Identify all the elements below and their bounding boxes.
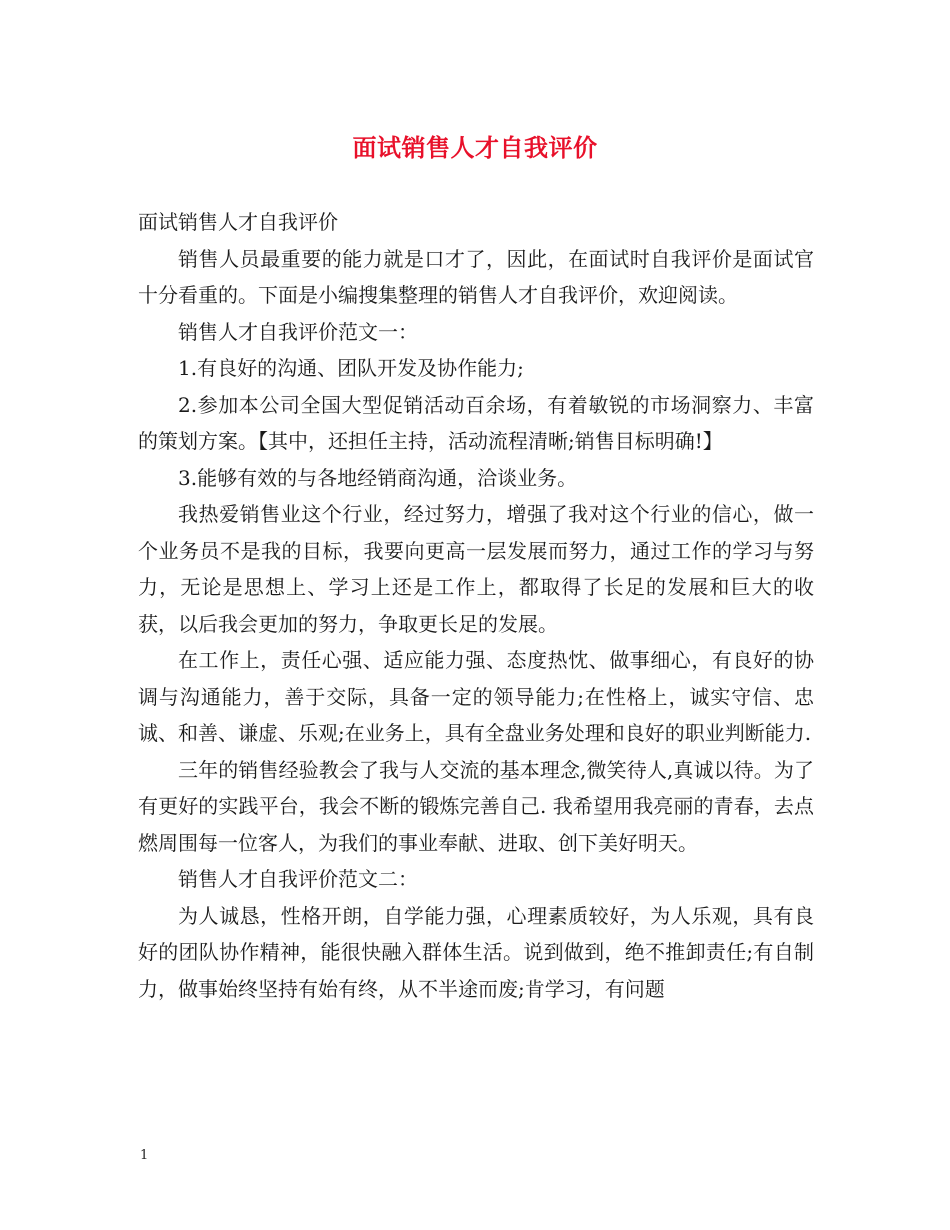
paragraph-intro: 销售人员最重要的能力就是口才了，因此，在面试时自我评价是面试官十分看重的。下面是小编搜集整理的销售人才自我评价，欢迎阅读。 [138,246,814,307]
paragraph-item-3: 3.能够有效的与各地经销商沟通，洽谈业务。 [178,465,578,490]
paragraph-experience: 三年的销售经验教会了我与人交流的基本理念,微笑待人,真诚以待。为了有更好的实践平台，我会不断的锻炼完善自己. 我希望用我亮丽的青春，去点燃周围每一位客人，为我们的事业奉献、进取、创下美好明天。 [138,757,814,855]
paragraph-sample-one-heading: 销售人才自我评价范文一： [178,319,418,344]
document-body [138,204,814,1007]
paragraph-item-1: 1.有良好的沟通、团队开发及协作能力; [178,356,524,380]
paragraph-heading: 面试销售人才自我评价 [138,210,338,234]
paragraph-work-traits: 在工作上，责任心强、适应能力强、态度热忱、做事细心，有良好的协调与沟通能力，善于交际，具备一定的领导能力;在性格上，诚实守信、忠诚、和善、谦虚、乐观;在业务上，具有全盘业务处理和良好的职业判断能力. [138,648,814,745]
page-number: 1 [140,1148,149,1163]
document-title: 面试销售人才自我评价 [352,133,598,162]
paragraph-item-2: 2.参加本公司全国大型促销活动百余场，有着敏锐的市场洞察力、丰富的策划方案。【其中，还担任主持，活动流程清晰;销售目标明确!】 [138,392,814,453]
paragraph-personality: 为人诚恳，性格开朗，自学能力强，心理素质较好，为人乐观，具有良好的团队协作精神，能很快融入群体生活。说到做到，绝不推卸责任;有自制力，做事始终坚持有始有终，从不半途而废;肯学习，有问题 [138,903,814,1001]
paragraph-passion: 我热爱销售业这个行业，经过努力，增强了我对这个行业的信心，做一个业务员不是我的目标，我要向更高一层发展而努力，通过工作的学习与努力，无论是思想上、学习上还是工作上，都取得了长足的发展和巨大的收获，以后我会更加的努力，争取更长足的发展。 [138,502,814,636]
paragraph-sample-two-heading: 销售人才自我评价范文二： [178,867,418,891]
